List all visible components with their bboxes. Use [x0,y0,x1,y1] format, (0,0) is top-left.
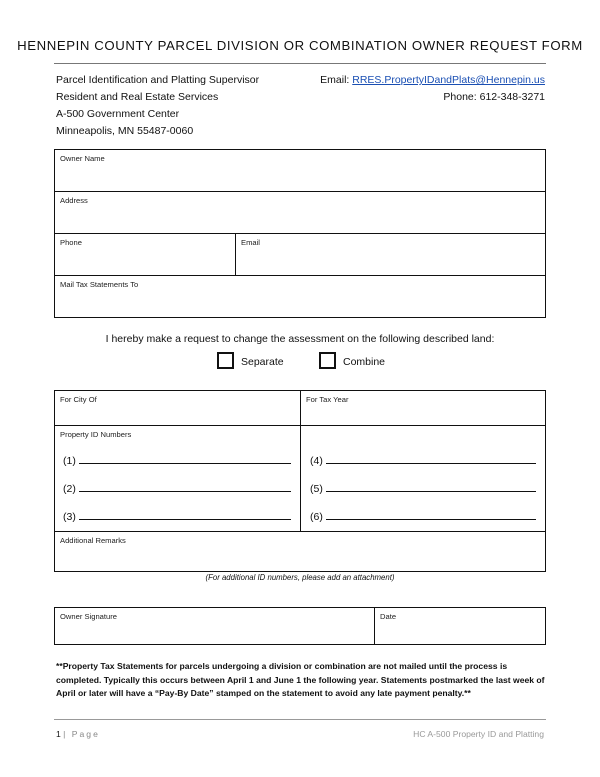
email-label: Email: [320,74,353,86]
property-id-6-number: (6) [310,511,323,523]
owner-signature-label: Owner Signature [60,612,117,621]
property-id-6[interactable] [310,509,536,523]
phone-field[interactable] [55,234,235,275]
separate-label: Separate [241,356,284,368]
property-id-2-number: (2) [63,483,76,495]
property-id-2-line [79,481,291,492]
property-id-3[interactable] [63,509,291,523]
separate-checkbox[interactable] [217,352,234,369]
property-id-2[interactable] [63,481,291,495]
mail-tax-field[interactable] [55,276,545,317]
page-number: 1 [56,729,61,739]
page-word: | Page [63,729,100,739]
email-field-label: Email [241,238,260,247]
remarks-field[interactable] [55,532,545,571]
property-id-5-line [326,481,536,492]
property-id-divider [300,426,301,531]
city-label: For City Of [60,395,97,404]
email-link[interactable]: RRES.PropertyIDandPlats@Hennepin.us [352,74,545,86]
owner-signature-field[interactable] [55,608,374,644]
form-title: HENNEPIN COUNTY PARCEL DIVISION OR COMBINATION OWNER REQUEST FORM [17,38,583,53]
phone-label: Phone [60,238,82,247]
tax-year-field[interactable] [301,391,545,425]
email-field[interactable] [236,234,545,275]
email-line [320,72,545,89]
signature-box [54,607,546,645]
mail-tax-label: Mail Tax Statements To [60,280,139,289]
footer-divider [54,719,546,720]
owner-info-box [54,149,546,318]
property-id-5[interactable] [310,481,536,495]
date-field[interactable] [375,608,545,644]
tax-year-label: For Tax Year [306,395,349,404]
address-line-1: Parcel Identification and Platting Supervisor [56,74,260,86]
request-statement: I hereby make a request to change the assessment on the following described land: [105,333,495,345]
address-field[interactable] [55,192,545,234]
owner-name-field[interactable] [55,150,545,192]
property-id-4-number: (4) [310,455,323,467]
owner-name-label: Owner Name [60,154,105,163]
property-id-1-number: (1) [63,455,76,467]
contact-info [320,72,545,106]
city-field[interactable] [55,391,300,425]
document-id: HC A-500 Property ID and Platting [413,729,544,739]
property-id-3-line [79,509,291,520]
attachment-note: (For additional ID numbers, please add an attachment) [205,573,395,582]
combine-label: Combine [343,356,386,368]
combine-checkbox[interactable] [319,352,336,369]
property-id-3-number: (3) [63,511,76,523]
address-line-4: Minneapolis, MN 55487-0060 [56,125,194,137]
title-divider [54,63,546,64]
property-id-1[interactable] [63,453,291,467]
property-id-4[interactable] [310,453,536,467]
city-tax-row [55,391,545,426]
page-indicator [56,729,100,739]
address-line-2: Resident and Real Estate Services [56,91,219,103]
property-id-6-line [326,509,536,520]
mailing-address [56,72,259,140]
property-id-4-line [326,453,536,464]
tax-statement-footnote: **Property Tax Statements for parcels undergoing a division or combination are not mailed until the process is completed. Typically this occurs between April 1 and June 1 the following year. Statements postmarked the last week of April or later will have a “Pay-By Date” stamped on the statement to avoid any late payment penalty.** [56,661,545,698]
phone-line: Phone: 612-348-3271 [443,91,545,103]
property-id-5-number: (5) [310,483,323,495]
phone-email-row [55,234,545,276]
date-label: Date [380,612,397,621]
property-id-1-line [79,453,291,464]
remarks-label: Additional Remarks [60,536,126,545]
property-id-label: Property ID Numbers [60,430,132,439]
address-line-3: A-500 Government Center [56,108,180,120]
address-label: Address [60,196,88,205]
